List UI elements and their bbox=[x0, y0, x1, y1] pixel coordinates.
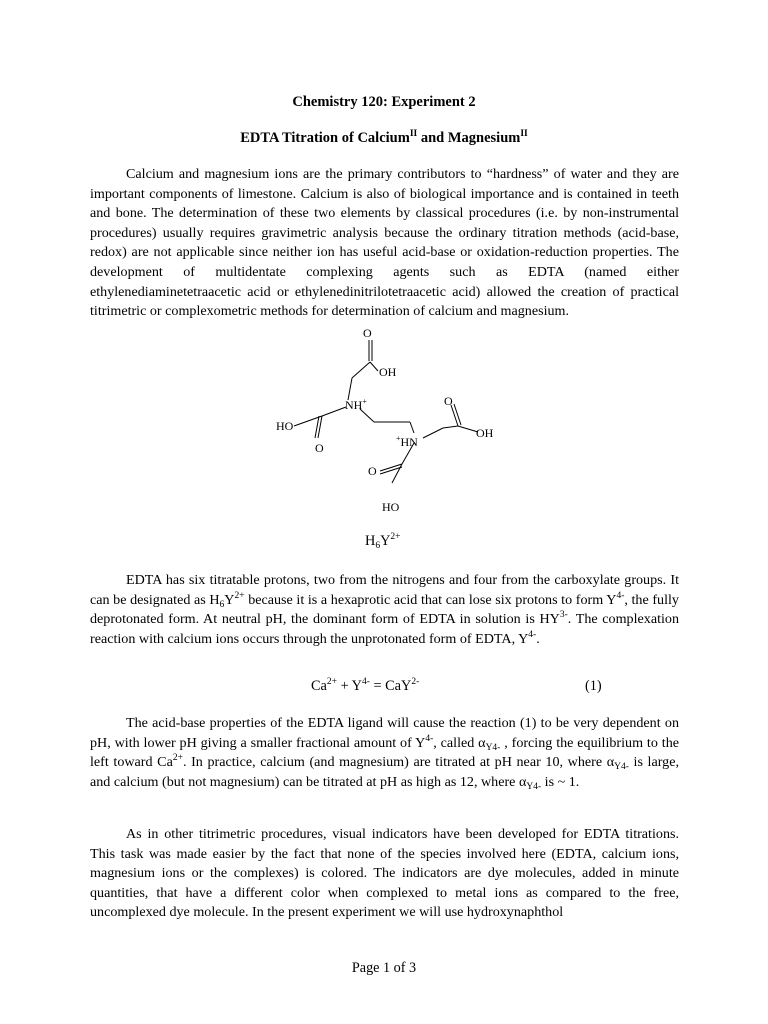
eq-cay: = CaY bbox=[369, 678, 412, 694]
para3-sup-2: 2+ bbox=[172, 753, 183, 764]
para2-sup-3: 3- bbox=[559, 610, 568, 621]
caption-y: Y bbox=[380, 533, 391, 549]
eq-y-charge: 4- bbox=[362, 677, 370, 687]
subtitle-sup-2: II bbox=[520, 129, 528, 139]
para3-text-1: The acid-base properties of the EDTA ligand will cause the reaction (1) to be very dependent on pH, with lower pH giving a smaller fractional amount of Y bbox=[90, 715, 679, 751]
para3-sup-1: 4- bbox=[425, 733, 434, 744]
paragraph-ph-dependence bbox=[90, 714, 679, 792]
para3-text-2: , called α bbox=[433, 734, 486, 751]
atom-hn-charge: + bbox=[396, 434, 401, 443]
para3-text-4: . In practice, calcium (and magnesium) are titrated at pH near 10, where α bbox=[182, 754, 615, 771]
document-subtitle bbox=[0, 130, 768, 147]
para3-text-3: , forcing the equilibrium to the left toward Ca bbox=[90, 734, 679, 771]
caption-h: H bbox=[365, 533, 376, 549]
subtitle-prefix: EDTA Titration of Calcium bbox=[240, 130, 410, 146]
paragraph-visual-indicators: As in other titrimetric procedures, visual indicators have been developed for EDTA titrations. This task was made easier by the fact that none of the species involved here (EDTA, calcium ions, magnesium ions or the complexes) is colored. The indicators are dye molecules, added in minute quantities, that have a different color when complexed to metal ions as compared to the free, uncomplexed dye molecule. In the present experiment we will use hydroxynaphthol bbox=[90, 826, 679, 921]
atom-ho-left: HO bbox=[276, 419, 294, 433]
para2-sub-1: 6 bbox=[219, 599, 225, 610]
para2-text-5: . The complexation reaction with calcium ions occurs through the unprotonated form of EDTA, Y bbox=[90, 611, 680, 647]
para2-text-6: . bbox=[536, 630, 540, 647]
edta-structure-diagram bbox=[268, 325, 508, 520]
page-number-footer: Page 1 of 3 bbox=[351, 960, 417, 976]
caption-sup: 2+ bbox=[390, 532, 401, 542]
eq-ca: Ca bbox=[311, 678, 327, 694]
atom-oh-right: OH bbox=[476, 426, 494, 440]
atom-nh-plus bbox=[345, 397, 367, 412]
para2-sup-1: 2+ bbox=[234, 590, 245, 601]
para2-sup-2: 4- bbox=[616, 590, 625, 601]
atom-nh-label: NH bbox=[345, 398, 363, 412]
para2-text-1: EDTA has six titratable protons, two from the nitrogens and four from the carboxylate groups. It can be designated as H bbox=[90, 572, 679, 608]
para2-text-4: , the fully deprotonated form. At neutral pH, the dominant form of EDTA in solution is HY bbox=[90, 591, 679, 628]
eq-ca-charge: 2+ bbox=[326, 677, 337, 687]
paragraph-edta-protons bbox=[90, 571, 679, 649]
equation-1-number: (1) bbox=[585, 678, 602, 694]
para3-sub-1: Y4- bbox=[485, 742, 501, 753]
atom-oh-top: OH bbox=[379, 365, 397, 379]
para3-text-6: is ~ 1. bbox=[541, 773, 580, 790]
para3-text-5: is large, and calcium (but not magnesium) can be titrated at pH as high as 12, where α bbox=[90, 754, 679, 790]
document-title: Chemistry 120: Experiment 2 bbox=[292, 94, 476, 110]
para2-sup-4: 4- bbox=[528, 629, 537, 640]
atom-ho-bottom: HO bbox=[382, 500, 400, 514]
subtitle-middle: and Magnesium bbox=[417, 130, 521, 146]
atom-o-right: O bbox=[444, 394, 453, 408]
atom-nh-charge: + bbox=[362, 397, 367, 406]
para3-sub-3: Y4- bbox=[526, 781, 542, 792]
equation-1 bbox=[311, 678, 419, 695]
subtitle-sup-1: II bbox=[409, 129, 418, 139]
atom-o-top: O bbox=[363, 326, 372, 340]
atom-hn-label: HN bbox=[400, 435, 418, 449]
caption-sub: 6 bbox=[375, 541, 381, 551]
atom-hn-plus bbox=[396, 434, 418, 449]
para3-sub-2: Y4- bbox=[614, 762, 629, 773]
structure-caption bbox=[365, 533, 401, 550]
eq-plus-y: + Y bbox=[337, 678, 363, 694]
atom-o-bottom: O bbox=[368, 464, 377, 478]
structure-bonds bbox=[294, 340, 478, 483]
para2-text-2: Y bbox=[224, 591, 235, 608]
paragraph-hardness-intro: Calcium and magnesium ions are the primary contributors to “hardness” of water and they are important components of limestone. Calcium is also of biological importance and is contained in teeth and bone. The determination of these two elements by classical procedures (i.e. by non-instrumental procedures) usually requires gravimetric analysis because the ordinary titration methods (acid-base, redox) are not applicable since neither ion has useful acid-base or oxidation-reduction properties. The development of multidentate complexing agents such as EDTA (named either ethylenediaminetetraacetic acid or ethylenedinitrilotetraacetic acid) allowed the creation of practical titrimetric or complexometric methods for determination of calcium and magnesium. bbox=[90, 166, 679, 320]
atom-o-left: O bbox=[315, 441, 324, 455]
eq-cay-charge: 2- bbox=[411, 677, 420, 687]
para2-text-3: because it is a hexaprotic acid that can lose six protons to form Y bbox=[244, 591, 617, 608]
